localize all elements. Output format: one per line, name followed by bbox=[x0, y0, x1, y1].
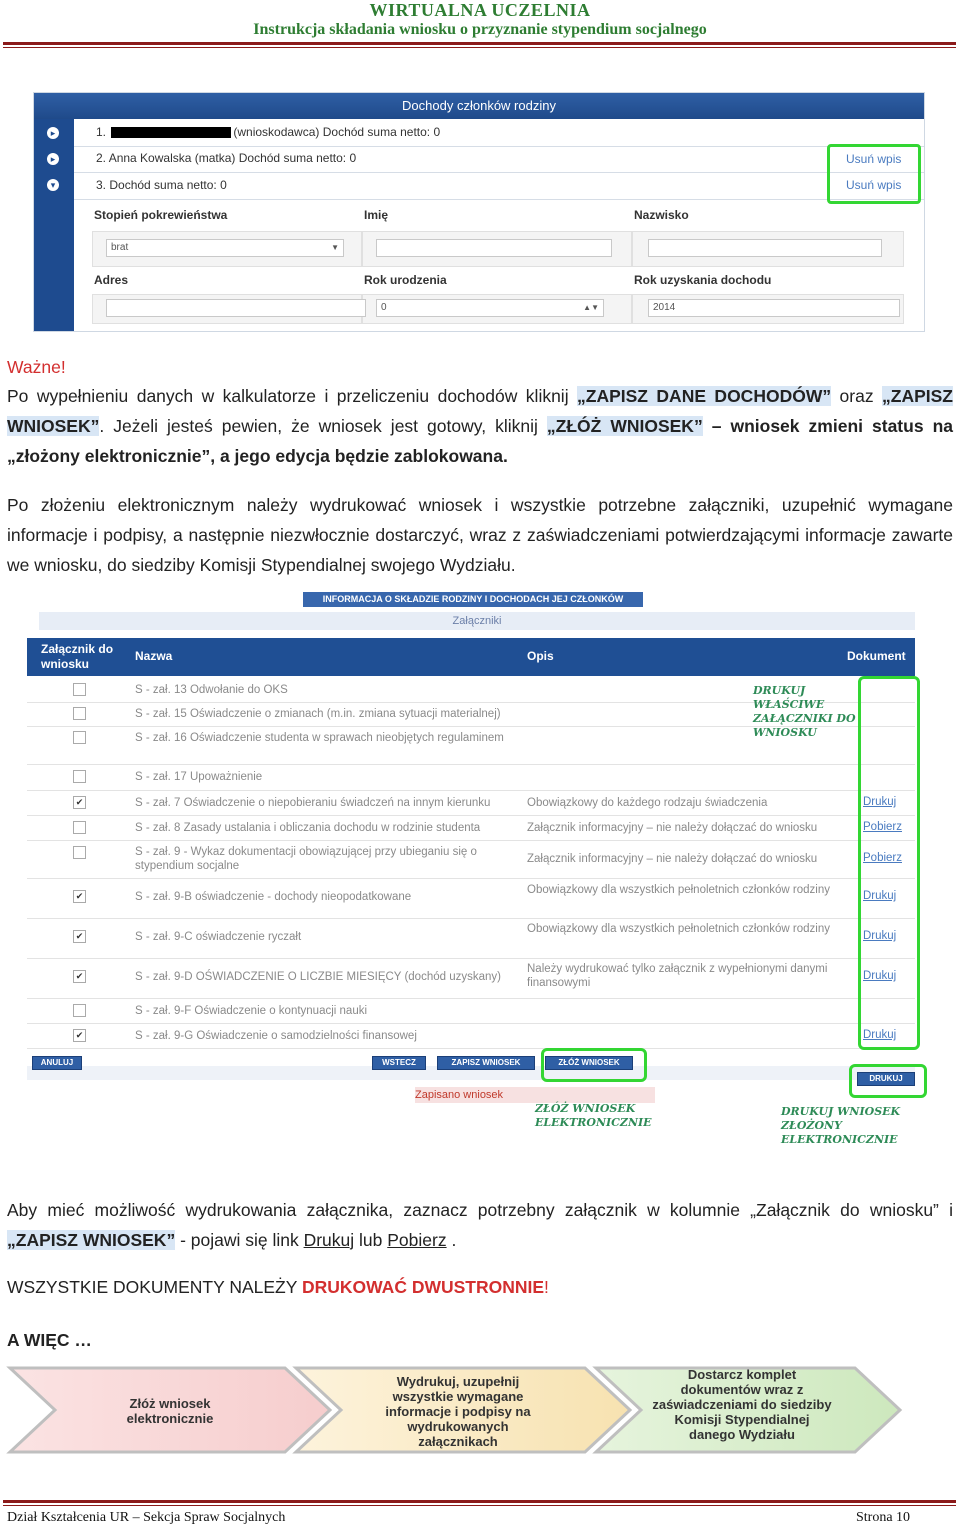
download-link-text[interactable]: Pobierz bbox=[387, 1230, 447, 1250]
income-row-1[interactable]: 1. (wnioskodawca) Dochód suma netto: 0 bbox=[96, 125, 441, 139]
attachment-checkbox[interactable]: ✔ bbox=[73, 796, 86, 809]
attachments-top-title: INFORMACJA O SKŁADZIE RODZINY I DOCHODACH JEJ CZŁONKÓW bbox=[303, 592, 643, 607]
cancel-button[interactable]: ANULUJ bbox=[32, 1056, 82, 1070]
flow-step-1: Złóż wniosek elektronicznie bbox=[126, 1396, 214, 1426]
income-row-2[interactable]: 2. Anna Kowalska (matka) Dochód suma netto: 0 bbox=[96, 151, 357, 165]
print-button[interactable]: DRUKUJ bbox=[857, 1072, 915, 1086]
print-link[interactable]: Drukuj bbox=[863, 930, 897, 942]
delete-entry-link[interactable]: Usuń wpis bbox=[846, 178, 902, 192]
attachment-checkbox[interactable] bbox=[73, 731, 86, 744]
attachment-checkbox[interactable] bbox=[73, 1004, 86, 1017]
download-link[interactable]: Pobierz bbox=[863, 821, 902, 833]
relation-select[interactable]: brat ▼ bbox=[106, 239, 344, 257]
last-name-label: Nazwisko bbox=[634, 208, 689, 222]
annotation-submit: ZŁÓŻ WNIOSEK ELEKTRONICZNIE bbox=[535, 1102, 652, 1129]
highlight-box bbox=[849, 1064, 927, 1098]
birth-year-input[interactable]: 0 ▲▼ bbox=[376, 299, 604, 317]
flow-step-2: Wydrukuj, uzupełnij wszystkie wymagane informacje i podpisy na wydrukowanych załącznikach bbox=[385, 1374, 531, 1449]
submit-application-button[interactable]: ZŁÓŻ WNIOSEK bbox=[545, 1056, 633, 1070]
duplex-notice: WSZYSTKIE DOKUMENTY NALEŻY DRUKOWAĆ DWUSTRONNIE! bbox=[7, 1277, 549, 1297]
footer-rule bbox=[3, 1500, 956, 1503]
back-button[interactable]: WSTECZ bbox=[372, 1056, 426, 1070]
delete-entry-link[interactable]: Usuń wpis bbox=[846, 152, 902, 166]
highlight-box bbox=[858, 676, 920, 1050]
redacted-name bbox=[111, 127, 231, 138]
table-row: S - zał. 8 Zasady ustalania i obliczania dochodu w rodzinie studenta Załącznik informacyjny – nie należy dołączać do wniosku Pobierz bbox=[27, 815, 915, 841]
print-link[interactable]: Drukuj bbox=[863, 796, 897, 808]
header-title: WIRTUALNA UCZELNIA bbox=[369, 0, 591, 20]
so-heading: A WIĘC … bbox=[7, 1330, 92, 1350]
table-row: S - zał. 16 Oświadczenie studenta w sprawach nieobjętych regulaminem bbox=[27, 726, 915, 765]
table-row: ✔ S - zał. 9-B oświadczenie - dochody nieopodatkowane Obowiązkowy dla wszystkich pełnoletnich członków rodziny Drukuj bbox=[27, 878, 915, 919]
saved-message: Zapisano wniosek bbox=[415, 1087, 655, 1103]
submission-paragraph: Po złożeniu elektronicznym należy wydrukować wniosek i wszystkie potrzebne załączniki, uzupełnić wymagane informacje i podpisy, a następnie niezwłocznie dostarczyć, wraz z zaświadczeniami potwierdzającymi informacje zawarte we wniosku, do siedziby Komisji Stypendialnej swojego Wydziału. bbox=[7, 495, 953, 575]
header-rule-thin bbox=[3, 47, 956, 48]
expand-icon[interactable]: ▸ bbox=[47, 153, 59, 165]
attachment-checkbox[interactable]: ✔ bbox=[73, 970, 86, 983]
expand-icon[interactable]: ▾ bbox=[47, 179, 59, 191]
address-input[interactable] bbox=[106, 299, 366, 317]
income-year-input[interactable]: 2014 bbox=[648, 299, 900, 317]
process-flow bbox=[0, 1360, 960, 1460]
print-link[interactable]: Drukuj bbox=[863, 1029, 897, 1041]
table-row: S - zał. 9 - Wykaz dokumentacji obowiązującej przy ubieganiu się o stypendium socjalne Załącznik informacyjny – nie należy dołączać do wniosku Pobierz bbox=[27, 840, 915, 879]
income-panel-screenshot bbox=[33, 92, 925, 332]
highlight-box bbox=[541, 1048, 647, 1082]
attachment-checkbox[interactable] bbox=[73, 821, 86, 834]
attachment-checkbox[interactable] bbox=[73, 846, 86, 859]
relation-label: Stopień pokrewieństwa bbox=[94, 208, 228, 222]
important-heading: Ważne! bbox=[7, 357, 66, 377]
attachments-screenshot bbox=[27, 590, 937, 1165]
print-link[interactable]: Drukuj bbox=[863, 970, 897, 982]
income-row-3[interactable]: 3. Dochód suma netto: 0 bbox=[96, 178, 227, 192]
attachment-instructions: Aby mieć możliwość wydrukowania załącznika, zaznacz potrzebny załącznik w kolumnie „Załącznik do wniosku” i „ZAPISZ WNIOSEK” - pojawi się link Drukuj lub Pobierz . bbox=[7, 1200, 953, 1250]
first-name-input[interactable] bbox=[376, 239, 612, 257]
address-label: Adres bbox=[94, 273, 129, 287]
last-name-input[interactable] bbox=[648, 239, 882, 257]
flow-step-3: Dostarcz komplet dokumentów wraz z zaświadczeniami do siedziby Komisji Stypendialnej danego Wydziału bbox=[652, 1367, 832, 1442]
page-number: Strona 10 bbox=[856, 1510, 911, 1525]
print-link[interactable]: Drukuj bbox=[863, 890, 897, 902]
attachments-table-header: Załącznik do wniosku Nazwa Opis Dokument bbox=[27, 638, 915, 676]
attachment-checkbox[interactable] bbox=[73, 770, 86, 783]
table-row: S - zał. 13 Odwołanie do OKS bbox=[27, 678, 915, 703]
first-name-label: Imię bbox=[364, 208, 389, 222]
attachment-checkbox[interactable]: ✔ bbox=[73, 890, 86, 903]
table-row: ✔ S - zał. 9-C oświadczenie ryczałt Obowiązkowy dla wszystkich pełnoletnich członków rodziny Drukuj bbox=[27, 918, 915, 959]
header-rule bbox=[3, 42, 956, 45]
table-row: ✔ S - zał. 9-G Oświadczenie o samodzielności finansowej Drukuj bbox=[27, 1023, 915, 1049]
attachment-checkbox[interactable] bbox=[73, 707, 86, 720]
save-application-button[interactable]: ZAPISZ WNIOSEK bbox=[437, 1056, 535, 1070]
table-row: S - zał. 15 Oświadczenie o zmianach (m.in. zmiana sytuacji materialnej) bbox=[27, 702, 915, 727]
annotation-print-application: DRUKUJ WNIOSEK ZŁOŻONY ELEKTRONICZNIE bbox=[781, 1105, 901, 1146]
highlight-box bbox=[827, 144, 921, 204]
table-row: S - zał. 9-F Oświadczenie o kontynuacji nauki bbox=[27, 998, 915, 1024]
attachment-checkbox[interactable] bbox=[73, 683, 86, 696]
download-link[interactable]: Pobierz bbox=[863, 852, 902, 864]
attachments-subtitle: Załączniki bbox=[39, 612, 915, 630]
table-row: S - zał. 17 Upoważnienie bbox=[27, 764, 915, 791]
attachment-checkbox[interactable]: ✔ bbox=[73, 1029, 86, 1042]
annotation-print-attachments: DRUKUJ WŁAŚCIWE ZAŁĄCZNIKI DO WNIOSKU bbox=[753, 684, 856, 739]
attachment-checkbox[interactable]: ✔ bbox=[73, 930, 86, 943]
income-panel-sidebar bbox=[34, 119, 74, 331]
income-panel-title: Dochody członków rodziny bbox=[34, 93, 924, 119]
footer-rule-thin bbox=[3, 1505, 956, 1506]
income-year-label: Rok uzyskania dochodu bbox=[634, 273, 772, 287]
header-subtitle: Instrukcja składania wniosku o przyznanie stypendium socjalnego bbox=[253, 21, 707, 38]
footer-left: Dział Kształcenia UR – Sekcja Spraw Socjalnych bbox=[7, 1510, 286, 1525]
birth-year-label: Rok urodzenia bbox=[364, 273, 447, 287]
important-text: Po wypełnieniu danych w kalkulatorze i przeliczeniu dochodów kliknij „ZAPISZ DANE DOCHODÓW” oraz „ZAPISZ WNIOSEK”. Jeżeli jesteś pewien, że wniosek jest gotowy, kliknij „ZŁÓŻ WNIOSEK” – wniosek zmieni status na „złożony elektronicznie”, a jego edycja będzie zablokowana. bbox=[7, 386, 953, 466]
table-row: ✔ S - zał. 9-D OŚWIADCZENIE O LICZBIE MIESIĘCY (dochód uzyskany) Należy wydrukować tylko załącznik z wypełnionymi danymi finansowymi Drukuj bbox=[27, 958, 915, 999]
print-link-text[interactable]: Drukuj bbox=[303, 1230, 355, 1250]
expand-icon[interactable]: ▸ bbox=[47, 127, 59, 139]
table-row: ✔ S - zał. 7 Oświadczenie o niepobieraniu świadczeń na innym kierunku Obowiązkowy do każdego rodzaju świadczenia Drukuj bbox=[27, 790, 915, 816]
